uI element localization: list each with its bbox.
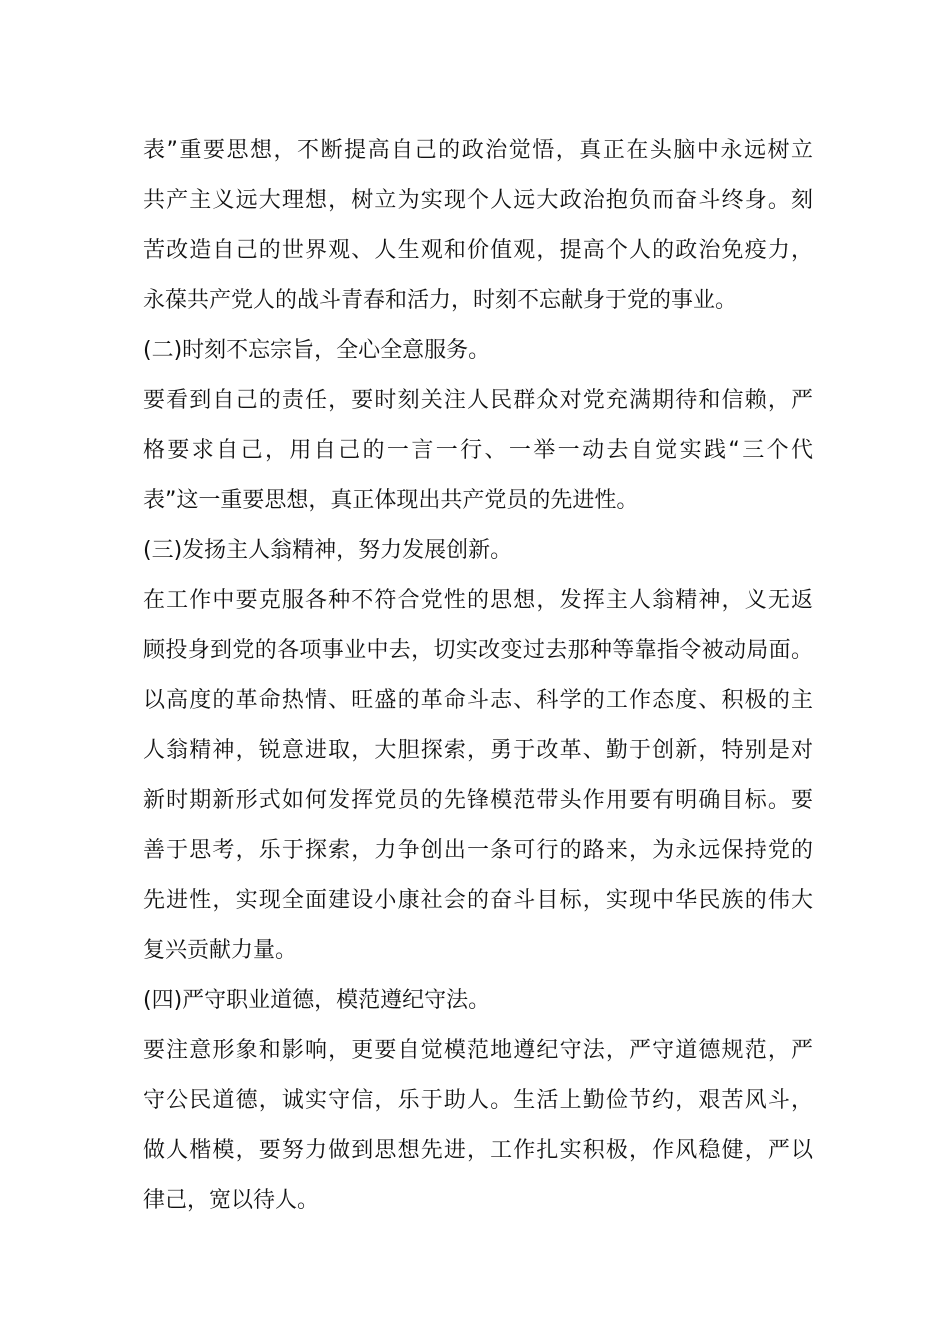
text-line: 先进性，实现全面建设小康社会的奋斗目标，实现中华民族的伟大: [143, 888, 813, 913]
text-line: 守公民道德，诚实守信，乐于助人。生活上勤俭节约，艰苦风斗，: [143, 1088, 813, 1113]
text-line: 永葆共产党人的战斗青春和活力，时刻不忘献身于党的事业。: [143, 288, 738, 313]
text-line: 顾投身到党的各项事业中去，切实改变过去那种等靠指令被动局面。: [143, 638, 813, 663]
text-line: 表”重要思想，不断提高自己的政治觉悟，真正在头脑中永远树立: [143, 138, 813, 163]
section-heading: (三)发扬主人翁精神，努力发展创新。: [143, 538, 513, 563]
text-line: 苦改造自己的世界观、人生观和价值观，提高个人的政治免疫力，: [143, 238, 813, 263]
text-line: 格要求自己，用自己的一言一行、一举一动去自觉实践“三个代: [143, 438, 813, 463]
text-line: 共产主义远大理想，树立为实现个人远大政治抱负而奋斗终身。刻: [143, 188, 813, 213]
text-line: 人翁精神，锐意进取，大胆探索，勇于改革、勤于创新，特别是对: [143, 738, 813, 763]
text-line: 做人楷模，要努力做到思想先进，工作扎实积极，作风稳健，严以: [143, 1138, 813, 1163]
text-line: 善于思考，乐于探索，力争创出一条可行的路来，为永远保持党的: [143, 838, 813, 863]
section-heading: (二)时刻不忘宗旨，全心全意服务。: [143, 338, 491, 363]
text-line: 以高度的革命热情、旺盛的革命斗志、科学的工作态度、积极的主: [143, 688, 813, 713]
section-heading: (四)严守职业道德，模范遵纪守法。: [143, 988, 491, 1013]
text-line: 新时期新形式如何发挥党员的先锋模范带头作用要有明确目标。要: [143, 788, 813, 813]
text-line: 表”这一重要思想，真正体现出共产党员的先进性。: [143, 488, 639, 513]
text-line: 在工作中要克服各种不符合党性的思想，发挥主人翁精神，义无返: [143, 588, 813, 613]
text-line: 律己，宽以待人。: [143, 1188, 320, 1213]
text-line: 要看到自己的责任，要时刻关注人民群众对党充满期待和信赖，严: [143, 388, 813, 413]
text-line: 要注意形象和影响，更要自觉模范地遵纪守法，严守道德规范，严: [143, 1038, 813, 1063]
text-line: 复兴贡献力量。: [143, 938, 298, 963]
document-page: [143, 126, 813, 1226]
